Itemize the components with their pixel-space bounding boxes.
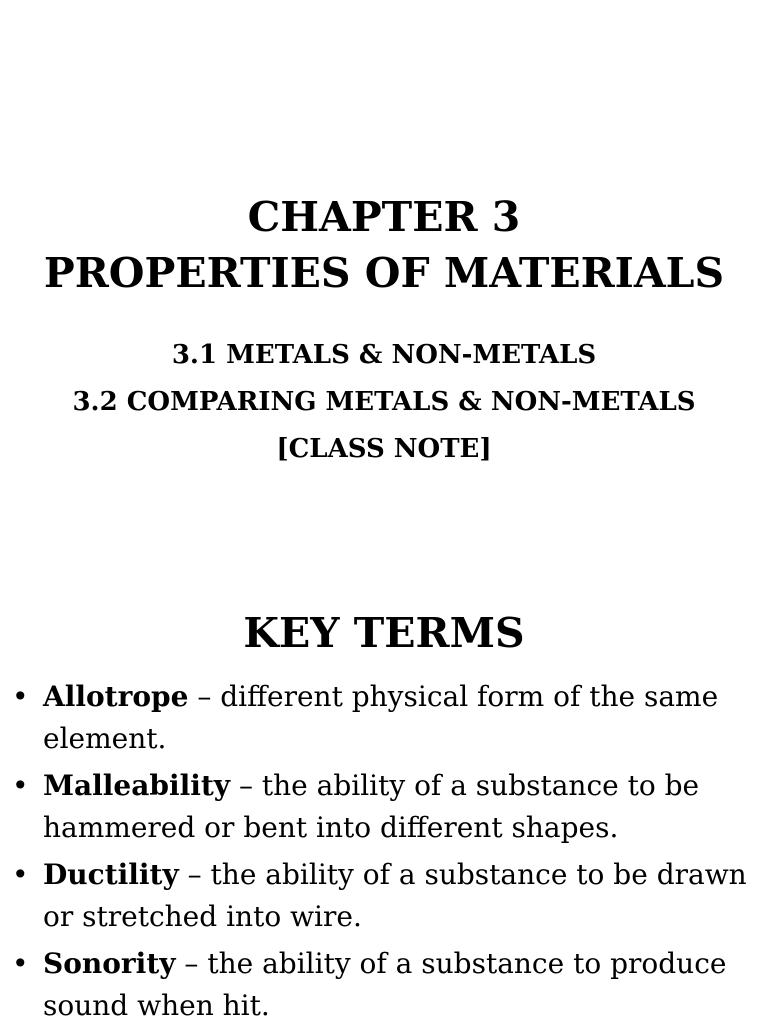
bullet-icon: • bbox=[12, 858, 29, 891]
key-term-item bbox=[0, 765, 768, 849]
term-definition: – the ability of a substance to be drawn or stretched into wire. bbox=[43, 858, 747, 933]
term-name: Allotrope bbox=[43, 680, 189, 713]
term-definition: – the ability of a substance to produce sound when hit. bbox=[43, 947, 727, 1022]
section-3-2: 3.2 COMPARING METALS & NON-METALS bbox=[72, 387, 696, 417]
chapter-title bbox=[0, 189, 768, 301]
key-term-item bbox=[0, 676, 768, 760]
chapter-number: CHAPTER 3 bbox=[247, 193, 521, 241]
term-name: Ductility bbox=[43, 858, 179, 891]
term-definition: – the ability of a substance to be hammered or bent into different shapes. bbox=[43, 769, 700, 844]
term-name: Malleability bbox=[43, 769, 231, 802]
bullet-icon: • bbox=[12, 947, 29, 980]
chapter-name: PROPERTIES OF MATERIALS bbox=[43, 249, 725, 297]
section-3-1: 3.1 METALS & NON-METALS bbox=[171, 340, 597, 370]
key-term-item bbox=[0, 943, 768, 1027]
key-terms-heading: KEY TERMS bbox=[243, 609, 525, 657]
bullet-icon: • bbox=[12, 769, 29, 802]
bullet-icon: • bbox=[12, 680, 29, 713]
key-term-item bbox=[0, 854, 768, 938]
term-name: Sonority bbox=[43, 947, 176, 980]
section-list bbox=[0, 332, 768, 473]
key-terms-list bbox=[0, 676, 768, 1032]
class-note-label: [CLASS NOTE] bbox=[276, 434, 492, 464]
term-definition: – different physical form of the same element. bbox=[43, 680, 719, 755]
